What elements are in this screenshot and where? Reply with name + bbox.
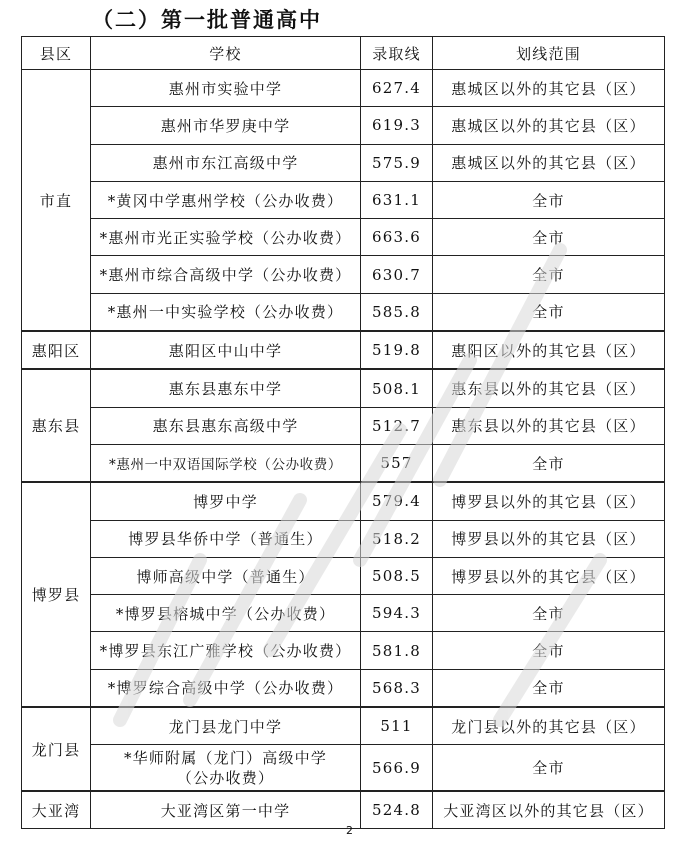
school-cell: 龙门县龙门中学: [91, 707, 361, 745]
table-row: [22, 70, 665, 107]
scope-cell: 惠城区以外的其它县（区）: [433, 70, 665, 107]
table-row: [22, 745, 665, 792]
scope-cell: 全市: [433, 256, 665, 293]
score-cell: 581.8: [361, 632, 433, 669]
school-cell: *博罗县榕城中学（公办收费）: [91, 595, 361, 632]
scope-cell: 全市: [433, 293, 665, 331]
scope-cell: 惠城区以外的其它县（区）: [433, 144, 665, 181]
table-row: [22, 144, 665, 181]
school-cell: 惠州市华罗庚中学: [91, 107, 361, 144]
scope-cell: 惠东县以外的其它县（区）: [433, 407, 665, 444]
score-cell: 627.4: [361, 70, 433, 107]
page-number: 2: [346, 824, 353, 837]
table-row: [22, 482, 665, 520]
score-cell: 579.4: [361, 482, 433, 520]
scope-cell: 全市: [433, 669, 665, 707]
school-cell: *惠州市光正实验学校（公办收费）: [91, 219, 361, 256]
district-cell: 惠阳区: [22, 331, 91, 369]
school-cell: 惠阳区中山中学: [91, 331, 361, 369]
school-cell: 博师高级中学（普通生）: [91, 557, 361, 594]
table-row: [22, 557, 665, 594]
score-cell: 619.3: [361, 107, 433, 144]
scope-cell: 大亚湾区以外的其它县（区）: [433, 791, 665, 829]
table-row: [22, 632, 665, 669]
admission-score-table: [21, 36, 665, 829]
school-cell: 惠东县惠东中学: [91, 369, 361, 407]
score-cell: 630.7: [361, 256, 433, 293]
score-cell: 524.8: [361, 791, 433, 829]
school-cell: *惠州一中双语国际学校（公办收费）: [91, 444, 361, 482]
table-row: [22, 331, 665, 369]
school-cell: 博罗县华侨中学（普通生）: [91, 520, 361, 557]
scope-cell: 全市: [433, 595, 665, 632]
school-cell: *博罗县东江广雅学校（公办收费）: [91, 632, 361, 669]
table-row: [22, 369, 665, 407]
table-row: [22, 707, 665, 745]
scope-cell: 惠城区以外的其它县（区）: [433, 107, 665, 144]
school-line-2: （公办收费）: [176, 768, 275, 787]
table-row: [22, 107, 665, 144]
section-title: （二）第一批普通高中: [92, 8, 322, 32]
scope-cell: 博罗县以外的其它县（区）: [433, 557, 665, 594]
table-row: [22, 407, 665, 444]
school-cell: *惠州市综合高级中学（公办收费）: [91, 256, 361, 293]
scope-cell: 惠东县以外的其它县（区）: [433, 369, 665, 407]
scope-cell: 全市: [433, 181, 665, 218]
header-scope: 划线范围: [433, 37, 665, 70]
district-cell: 惠东县: [22, 369, 91, 482]
school-cell: [91, 745, 361, 792]
school-cell: *博罗综合高级中学（公办收费）: [91, 669, 361, 707]
scope-cell: 全市: [433, 745, 665, 792]
school-cell: *惠州一中实验学校（公办收费）: [91, 293, 361, 331]
score-cell: 566.9: [361, 745, 433, 792]
score-cell: 519.8: [361, 331, 433, 369]
score-cell: 518.2: [361, 520, 433, 557]
scope-cell: 全市: [433, 632, 665, 669]
scope-cell: 全市: [433, 219, 665, 256]
school-cell: 惠州市东江高级中学: [91, 144, 361, 181]
table-row: [22, 219, 665, 256]
school-cell: 惠州市实验中学: [91, 70, 361, 107]
table-header-row: [22, 37, 665, 70]
scope-cell: 博罗县以外的其它县（区）: [433, 520, 665, 557]
score-cell: 585.8: [361, 293, 433, 331]
school-cell: *黄冈中学惠州学校（公办收费）: [91, 181, 361, 218]
table-row: [22, 520, 665, 557]
school-line-1: *华师附属（龙门）高级中学: [123, 748, 328, 767]
score-cell: 508.1: [361, 369, 433, 407]
school-cell: 惠东县惠东高级中学: [91, 407, 361, 444]
score-cell: 575.9: [361, 144, 433, 181]
score-cell: 508.5: [361, 557, 433, 594]
score-cell: 511: [361, 707, 433, 745]
scope-cell: 全市: [433, 444, 665, 482]
scope-cell: 博罗县以外的其它县（区）: [433, 482, 665, 520]
score-cell: 663.6: [361, 219, 433, 256]
score-cell: 557: [361, 444, 433, 482]
district-cell: 博罗县: [22, 482, 91, 707]
table-row: [22, 293, 665, 331]
score-cell: 631.1: [361, 181, 433, 218]
header-district: 县区: [22, 37, 91, 70]
header-score: 录取线: [361, 37, 433, 70]
scope-cell: 龙门县以外的其它县（区）: [433, 707, 665, 745]
table-row: [22, 595, 665, 632]
score-cell: 594.3: [361, 595, 433, 632]
district-cell: 大亚湾: [22, 791, 91, 829]
table-row: [22, 669, 665, 707]
score-cell: 568.3: [361, 669, 433, 707]
school-cell: 大亚湾区第一中学: [91, 791, 361, 829]
header-school: 学校: [91, 37, 361, 70]
scope-cell: 惠阳区以外的其它县（区）: [433, 331, 665, 369]
table-row: [22, 181, 665, 218]
score-cell: 512.7: [361, 407, 433, 444]
table-row: [22, 444, 665, 482]
district-cell: 龙门县: [22, 707, 91, 791]
school-cell: 博罗中学: [91, 482, 361, 520]
district-cell: 市直: [22, 70, 91, 332]
table-row: [22, 256, 665, 293]
